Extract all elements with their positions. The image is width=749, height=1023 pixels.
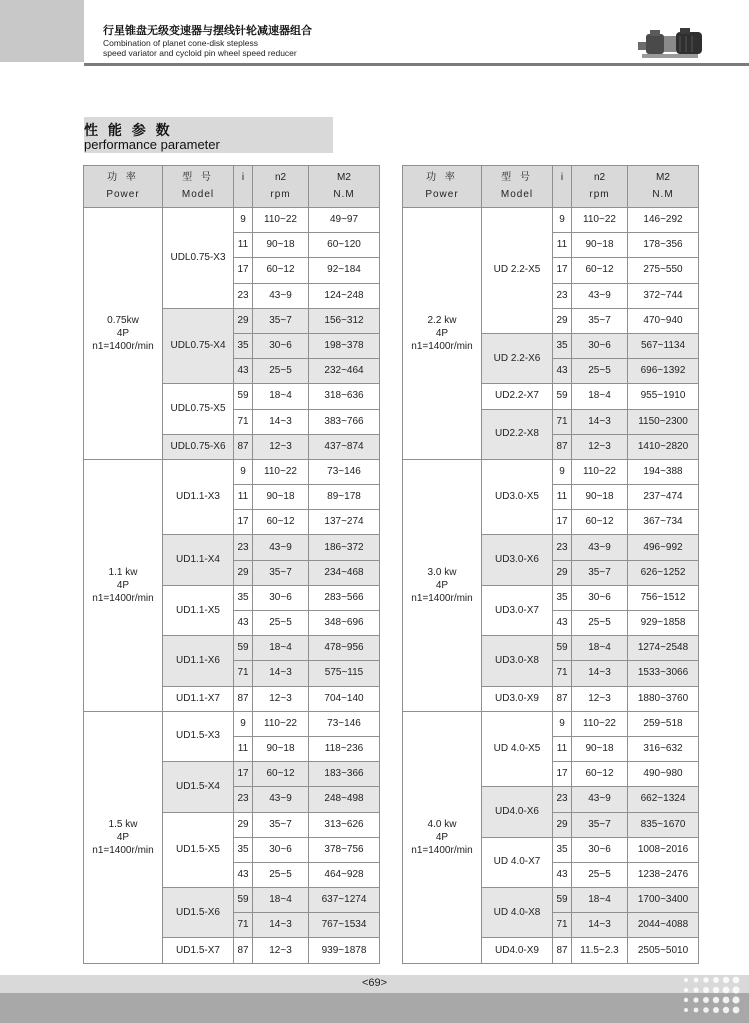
power-line: 2.2 kw [427,314,457,326]
model-cell: UD3.0-X7 [482,585,553,635]
i-cell: 23 [553,283,572,308]
m2-cell: 835~1670 [628,812,699,837]
m2-cell: 248~498 [309,787,380,812]
n2-cell: 12~3 [253,938,309,963]
n2-cell: 14~3 [253,661,309,686]
n2-cell: 43~9 [253,787,309,812]
model-cell: UD3.0-X6 [482,535,553,585]
n2-cell: 12~3 [572,434,628,459]
i-cell: 71 [234,661,253,686]
header-subtitle-line2: speed variator and cycloid pin wheel speed reducer [103,48,297,58]
m2-cell: 92~184 [309,258,380,283]
i-cell: 87 [553,686,572,711]
n2-cell: 30~6 [253,333,309,358]
i-cell: 23 [234,787,253,812]
m2-cell: 73~146 [309,711,380,736]
i-cell: 23 [553,535,572,560]
power-cell [84,208,163,460]
m2-cell: 73~146 [309,459,380,484]
m2-cell: 383~766 [309,409,380,434]
power-cell [84,711,163,963]
m2-cell: 626~1252 [628,560,699,585]
header-n2: n2 rpm [253,166,309,208]
n2-cell: 35~7 [572,560,628,585]
model-cell: UD2.2-X8 [482,409,553,459]
m2-cell: 2044~4088 [628,913,699,938]
i-cell: 43 [234,862,253,887]
m2-cell: 464~928 [309,862,380,887]
i-cell: 11 [234,233,253,258]
i-cell: 17 [553,762,572,787]
m2-cell: 767~1534 [309,913,380,938]
model-cell: UD3.0-X5 [482,459,553,535]
model-cell: UD1.1-X4 [163,535,234,585]
i-cell: 87 [553,434,572,459]
i-cell: 29 [234,308,253,333]
model-cell: UD1.5-X5 [163,812,234,888]
m2-cell: 367~734 [628,510,699,535]
i-cell: 43 [553,862,572,887]
m2-cell: 89~178 [309,485,380,510]
model-cell: UD 4.0-X5 [482,711,553,787]
m2-cell: 49~97 [309,208,380,233]
n2-cell: 110~22 [572,459,628,484]
n2-cell: 43~9 [253,535,309,560]
m2-cell: 1150~2300 [628,409,699,434]
header-m2: M2 N.M [309,166,380,208]
model-cell: UDL0.75-X4 [163,308,234,384]
power-line: 4P [116,831,130,843]
n2-cell: 14~3 [253,913,309,938]
n2-cell: 12~3 [253,686,309,711]
power-line: 1.5 kw [108,818,138,830]
i-cell: 23 [553,787,572,812]
i-cell: 71 [234,913,253,938]
m2-cell: 1008~2016 [628,837,699,862]
n2-cell: 25~5 [253,862,309,887]
n2-cell: 43~9 [572,535,628,560]
m2-cell: 637~1274 [309,888,380,913]
model-cell: UDL0.75-X3 [163,208,234,309]
header-title: 行星锥盘无级变速器与摆线针轮减速器组合 [103,25,312,37]
n2-cell: 60~12 [253,258,309,283]
header-m2: M2 N.M [628,166,699,208]
table-row [403,459,699,484]
m2-cell: 929~1858 [628,611,699,636]
model-cell: UD1.1-X6 [163,636,234,686]
power-line: n1=1400r/min [411,592,473,604]
m2-cell: 1274~2548 [628,636,699,661]
i-cell: 35 [553,333,572,358]
m2-cell: 662~1324 [628,787,699,812]
header-rule [84,63,749,66]
i-cell: 23 [234,283,253,308]
n2-cell: 110~22 [253,711,309,736]
i-cell: 71 [553,661,572,686]
n2-cell: 35~7 [253,560,309,585]
header-power: 功 率 Power [403,166,482,208]
m2-cell: 939~1878 [309,938,380,963]
i-cell: 29 [553,308,572,333]
m2-cell: 156~312 [309,308,380,333]
m2-cell: 470~940 [628,308,699,333]
table-header-row [403,166,699,208]
model-cell: UD1.5-X6 [163,888,234,938]
n2-cell: 90~18 [572,736,628,761]
power-line: n1=1400r/min [92,340,154,352]
n2-cell: 14~3 [572,409,628,434]
n2-cell: 14~3 [253,409,309,434]
m2-cell: 575~115 [309,661,380,686]
i-cell: 17 [234,258,253,283]
n2-cell: 30~6 [572,333,628,358]
n2-cell: 90~18 [253,736,309,761]
table-row [403,208,699,233]
model-cell: UD4.0-X9 [482,938,553,963]
n2-cell: 35~7 [572,812,628,837]
i-cell: 87 [553,938,572,963]
i-cell: 11 [553,736,572,761]
n2-cell: 25~5 [253,359,309,384]
table-header-row [84,166,380,208]
i-cell: 9 [234,459,253,484]
m2-cell: 378~756 [309,837,380,862]
model-cell: UD1.5-X4 [163,762,234,812]
i-cell: 11 [553,233,572,258]
n2-cell: 30~6 [572,837,628,862]
model-cell: UD1.1-X3 [163,459,234,535]
m2-cell: 186~372 [309,535,380,560]
i-cell: 59 [553,384,572,409]
m2-cell: 275~550 [628,258,699,283]
table-row [84,711,380,736]
n2-cell: 14~3 [572,661,628,686]
m2-cell: 183~366 [309,762,380,787]
i-cell: 11 [553,485,572,510]
m2-cell: 1533~3066 [628,661,699,686]
m2-cell: 137~274 [309,510,380,535]
n2-cell: 14~3 [572,913,628,938]
m2-cell: 1700~3400 [628,888,699,913]
i-cell: 35 [234,837,253,862]
m2-cell: 756~1512 [628,585,699,610]
i-cell: 17 [553,510,572,535]
power-line: 4P [435,579,449,591]
table-row [84,208,380,233]
power-line: n1=1400r/min [92,592,154,604]
footer-dark-band [0,993,749,1023]
header-model: 型 号 Model [163,166,234,208]
m2-cell: 696~1392 [628,359,699,384]
m2-cell: 283~566 [309,585,380,610]
i-cell: 71 [234,409,253,434]
n2-cell: 12~3 [253,434,309,459]
power-line: 4P [116,579,130,591]
section-title-en: performance parameter [84,137,220,152]
m2-cell: 704~140 [309,686,380,711]
i-cell: 9 [234,711,253,736]
i-cell: 29 [234,812,253,837]
header-power: 功 率 Power [84,166,163,208]
m2-cell: 237~474 [628,485,699,510]
n2-cell: 18~4 [572,384,628,409]
i-cell: 71 [553,913,572,938]
i-cell: 43 [553,359,572,384]
n2-cell: 60~12 [253,762,309,787]
header-subtitle-line1: Combination of planet cone-disk stepless [103,38,258,48]
i-cell: 29 [553,560,572,585]
m2-cell: 372~744 [628,283,699,308]
n2-cell: 60~12 [572,762,628,787]
table-row [84,459,380,484]
i-cell: 59 [553,636,572,661]
table-body-left [84,208,380,964]
i-cell: 29 [553,812,572,837]
m2-cell: 194~388 [628,459,699,484]
i-cell: 71 [553,409,572,434]
m2-cell: 234~468 [309,560,380,585]
i-cell: 9 [553,459,572,484]
power-line: n1=1400r/min [92,844,154,856]
power-line: n1=1400r/min [411,340,473,352]
table-body-right [403,208,699,964]
i-cell: 87 [234,434,253,459]
table-row [403,711,699,736]
n2-cell: 30~6 [253,585,309,610]
model-cell: UDL0.75-X6 [163,434,234,459]
m2-cell: 60~120 [309,233,380,258]
m2-cell: 118~236 [309,736,380,761]
i-cell: 59 [234,888,253,913]
m2-cell: 955~1910 [628,384,699,409]
n2-cell: 18~4 [572,636,628,661]
i-cell: 43 [234,611,253,636]
m2-cell: 348~696 [309,611,380,636]
header-model: 型 号 Model [482,166,553,208]
n2-cell: 25~5 [253,611,309,636]
m2-cell: 178~356 [628,233,699,258]
m2-cell: 1880~3760 [628,686,699,711]
m2-cell: 124~248 [309,283,380,308]
n2-cell: 18~4 [253,888,309,913]
n2-cell: 60~12 [253,510,309,535]
m2-cell: 146~292 [628,208,699,233]
model-cell: UD 2.2-X5 [482,208,553,334]
power-line: 4P [435,327,449,339]
i-cell: 11 [234,736,253,761]
model-cell: UD3.0-X9 [482,686,553,711]
m2-cell: 437~874 [309,434,380,459]
power-line: 4P [435,831,449,843]
i-cell: 17 [234,510,253,535]
power-cell [403,208,482,460]
n2-cell: 18~4 [253,384,309,409]
i-cell: 87 [234,938,253,963]
m2-cell: 2505~5010 [628,938,699,963]
performance-table-left [83,165,380,964]
header-subtitle [103,38,297,58]
i-cell: 59 [234,384,253,409]
n2-cell: 43~9 [253,283,309,308]
n2-cell: 35~7 [253,812,309,837]
n2-cell: 35~7 [572,308,628,333]
model-cell: UD 4.0-X7 [482,837,553,887]
model-cell: UD 4.0-X8 [482,888,553,938]
model-cell: UD1.1-X7 [163,686,234,711]
power-line: 1.1 kw [108,566,138,578]
n2-cell: 43~9 [572,787,628,812]
i-cell: 35 [234,585,253,610]
power-cell [84,459,163,711]
model-cell: UD 2.2-X6 [482,333,553,383]
i-cell: 9 [553,711,572,736]
m2-cell: 496~992 [628,535,699,560]
n2-cell: 90~18 [572,233,628,258]
reducer-machine-icon [636,24,708,60]
m2-cell: 478~956 [309,636,380,661]
i-cell: 23 [234,535,253,560]
n2-cell: 90~18 [572,485,628,510]
m2-cell: 316~632 [628,736,699,761]
power-line: 3.0 kw [427,566,457,578]
header-tab [0,0,84,62]
m2-cell: 1410~2820 [628,434,699,459]
n2-cell: 110~22 [572,208,628,233]
i-cell: 87 [234,686,253,711]
model-cell: UD2.2-X7 [482,384,553,409]
n2-cell: 110~22 [253,208,309,233]
n2-cell: 25~5 [572,359,628,384]
i-cell: 35 [234,333,253,358]
section-title-zh: 性 能 参 数 [84,122,173,138]
model-cell: UD4.0-X6 [482,787,553,837]
power-line: 4.0 kw [427,818,457,830]
n2-cell: 90~18 [253,485,309,510]
m2-cell: 259~518 [628,711,699,736]
power-line: n1=1400r/min [411,844,473,856]
model-cell: UD1.5-X7 [163,938,234,963]
i-cell: 9 [553,208,572,233]
n2-cell: 110~22 [572,711,628,736]
m2-cell: 198~378 [309,333,380,358]
m2-cell: 313~626 [309,812,380,837]
n2-cell: 110~22 [253,459,309,484]
n2-cell: 18~4 [572,888,628,913]
i-cell: 59 [553,888,572,913]
i-cell: 43 [553,611,572,636]
n2-cell: 30~6 [253,837,309,862]
i-cell: 9 [234,208,253,233]
m2-cell: 318~636 [309,384,380,409]
m2-cell: 1238~2476 [628,862,699,887]
i-cell: 17 [234,762,253,787]
header-i: i [553,166,572,208]
n2-cell: 25~5 [572,611,628,636]
n2-cell: 43~9 [572,283,628,308]
n2-cell: 90~18 [253,233,309,258]
n2-cell: 30~6 [572,585,628,610]
i-cell: 59 [234,636,253,661]
m2-cell: 567~1134 [628,333,699,358]
n2-cell: 60~12 [572,510,628,535]
n2-cell: 18~4 [253,636,309,661]
i-cell: 43 [234,359,253,384]
page-number: <69> [361,977,388,989]
model-cell: UD1.1-X5 [163,585,234,635]
i-cell: 29 [234,560,253,585]
n2-cell: 60~12 [572,258,628,283]
model-cell: UD3.0-X8 [482,636,553,686]
i-cell: 35 [553,585,572,610]
i-cell: 35 [553,837,572,862]
model-cell: UD1.5-X3 [163,711,234,761]
n2-cell: 25~5 [572,862,628,887]
power-cell [403,459,482,711]
header-i: i [234,166,253,208]
header-n2: n2 rpm [572,166,628,208]
m2-cell: 490~980 [628,762,699,787]
model-cell: UDL0.75-X5 [163,384,234,434]
i-cell: 17 [553,258,572,283]
n2-cell: 11.5~2.3 [572,938,628,963]
decorative-dots-icon [676,972,749,1023]
n2-cell: 12~3 [572,686,628,711]
n2-cell: 35~7 [253,308,309,333]
m2-cell: 232~464 [309,359,380,384]
power-line: 0.75kw [107,314,139,326]
performance-table-right [402,165,699,964]
power-cell [403,711,482,963]
power-line: 4P [116,327,130,339]
i-cell: 11 [234,485,253,510]
